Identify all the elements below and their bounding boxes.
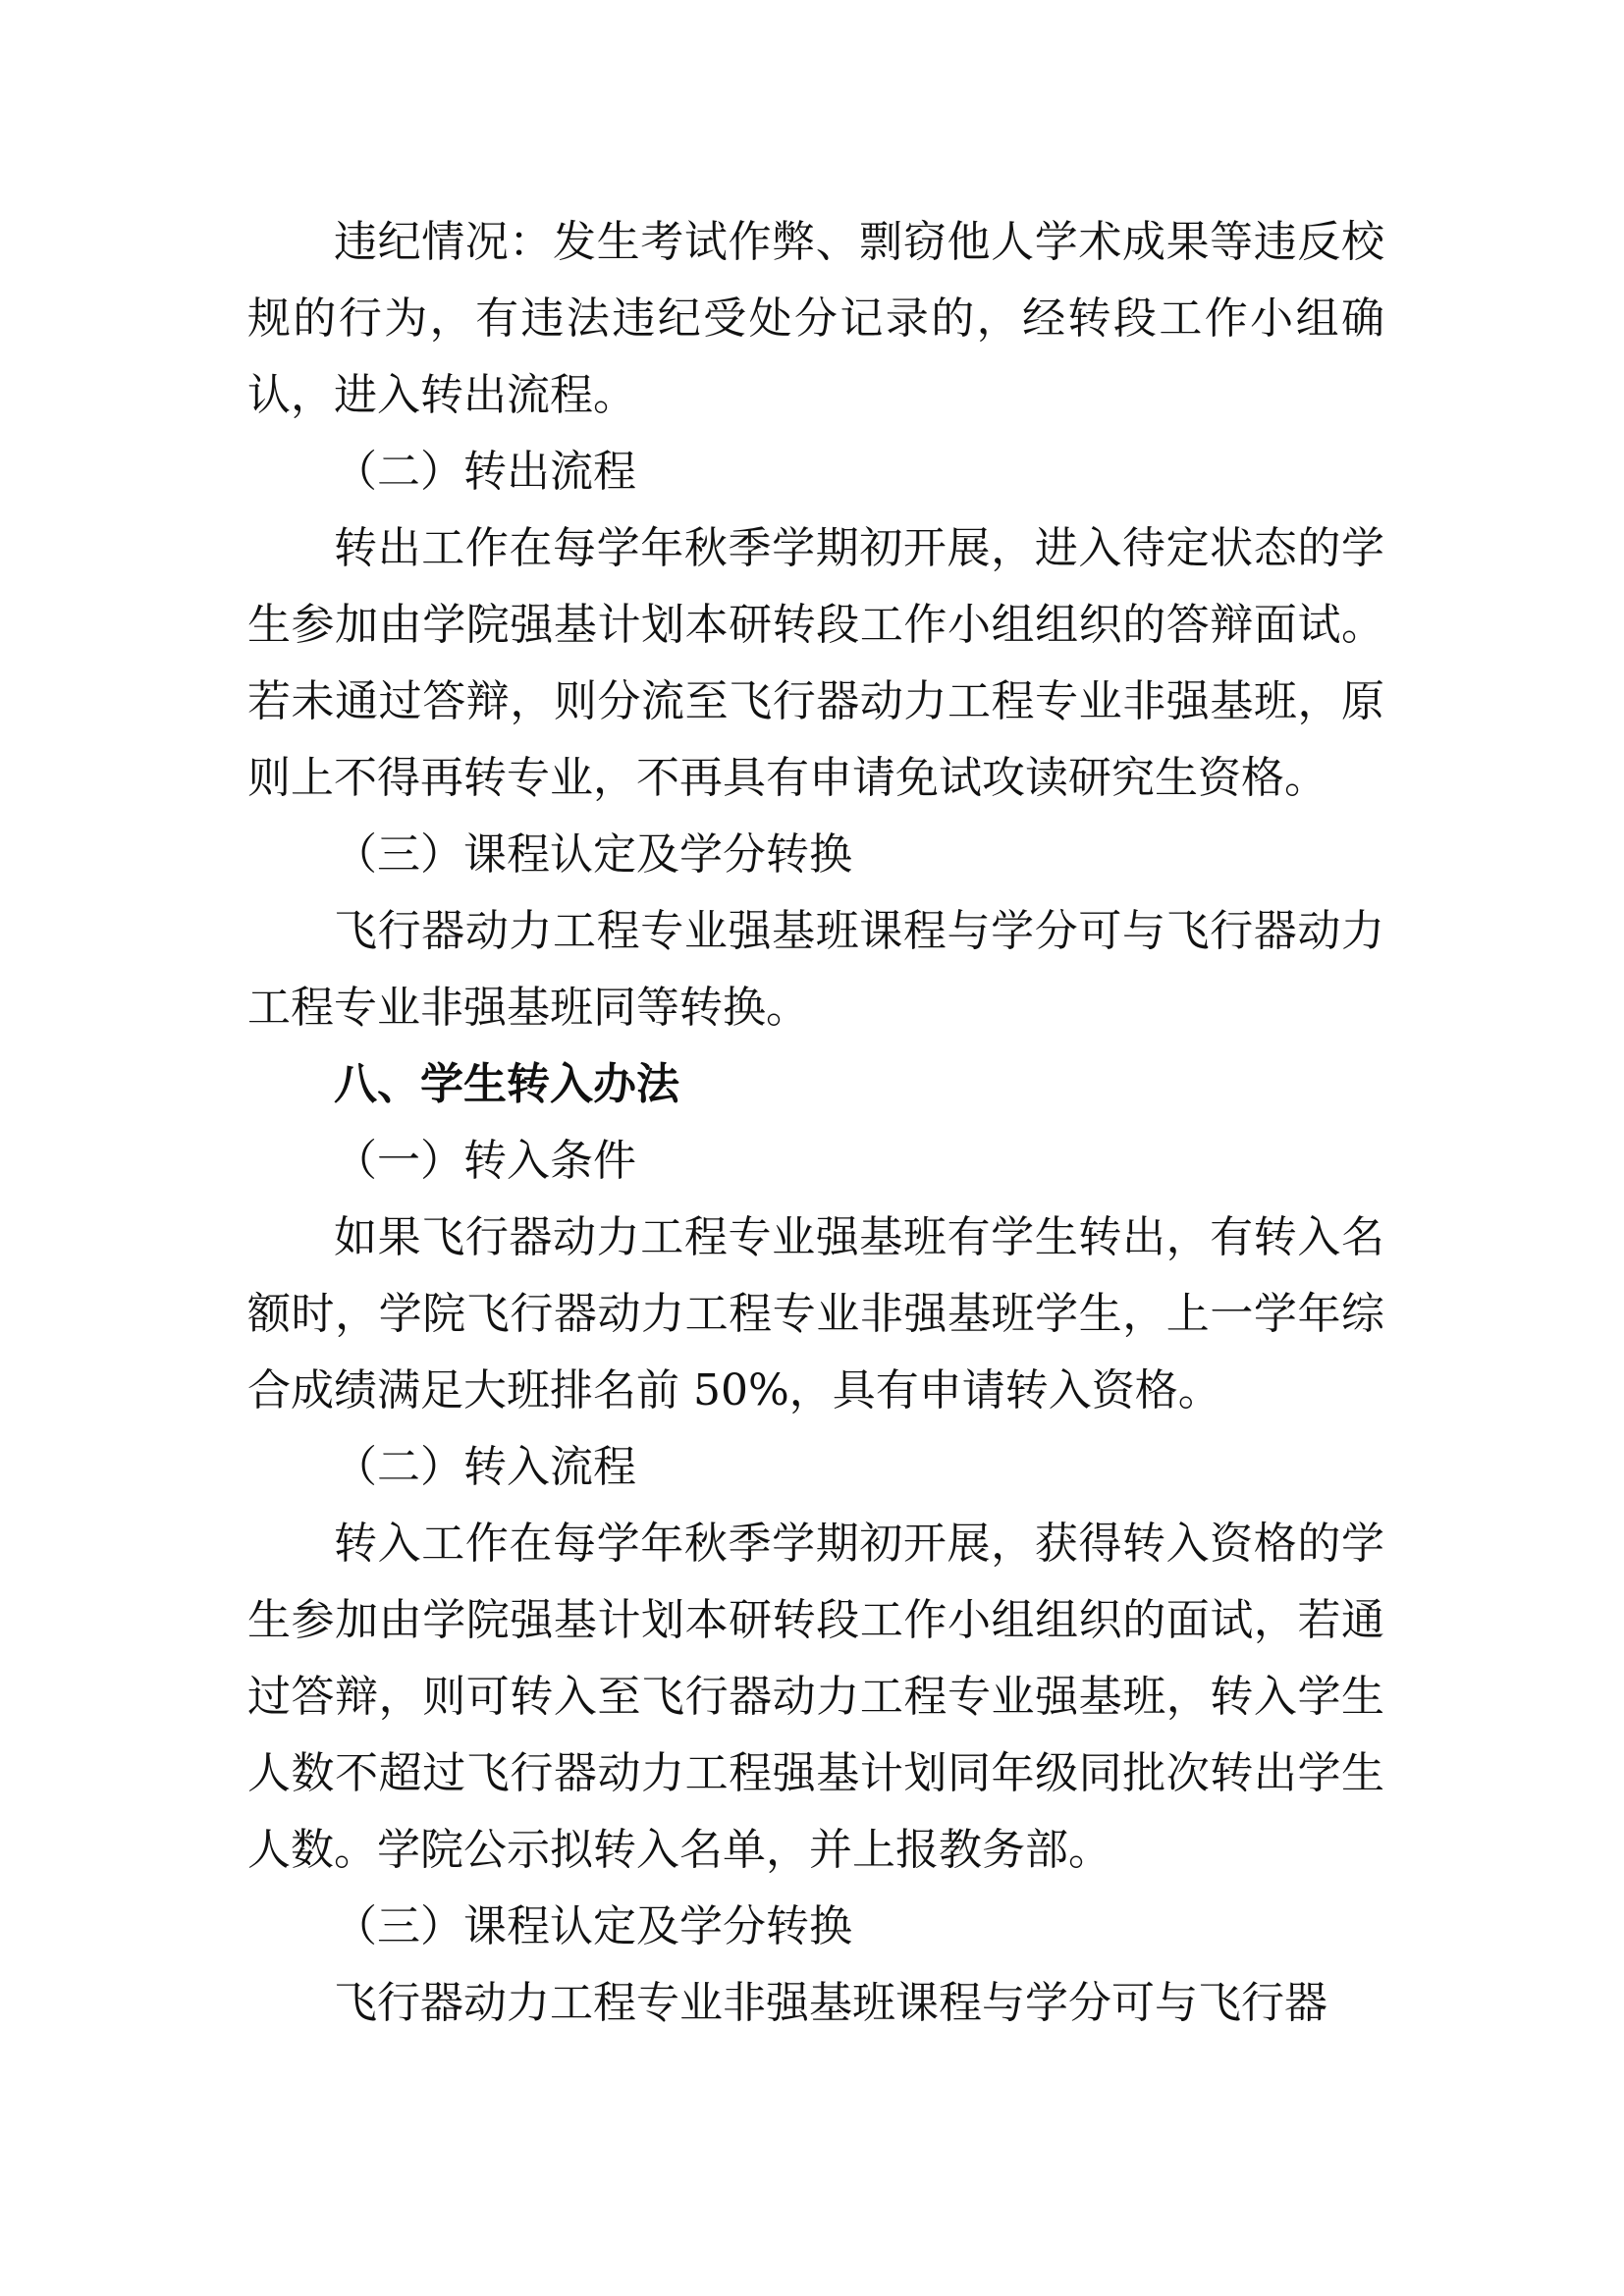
transfer-out-credit-heading: （三）课程认定及学分转换 [334,829,852,880]
transfer-in-process-heading: （二）转入流程 [334,1442,636,1492]
document-body [247,204,1384,2042]
transfer-in-process-paragraph: 转入工作在每学年秋季学期初开展，获得转入资格的学生参加由学院强基计划本研转段工作小组组织的面试，若通过答辩，则可转入至飞行器动力工程专业强基班，转入学生人数不超过飞行器动力工程强基计划同年级同批次转出学生人数。学院公示拟转入名单，并上报教务部。 [247,1519,1384,1875]
transfer-in-credit-heading: （三）课程认定及学分转换 [334,1901,852,1951]
transfer-in-credit-paragraph: 飞行器动力工程专业非强基班课程与学分可与飞行器 [334,1978,1327,2028]
transfer-out-process-paragraph: 转出工作在每学年秋季学期初开展，进入待定状态的学生参加由学院强基计划本研转段工作小组组织的答辩面试。若未通过答辩，则分流至飞行器动力工程专业非强基班，原则上不得再转专业，不再具有申请免试攻读研究生资格。 [247,523,1384,803]
transfer-out-process-heading: （二）转出流程 [334,447,636,497]
transfer-in-condition-paragraph: 如果飞行器动力工程专业强基班有学生转出，有转入名额时，学院飞行器动力工程专业非强基班学生，上一学年综合成绩满足大班排名前 50%，具有申请转入资格。 [247,1212,1384,1415]
transfer-out-credit-paragraph: 飞行器动力工程专业强基班课程与学分可与飞行器动力工程专业非强基班同等转换。 [247,906,1384,1033]
section-eight-heading: 八、学生转入办法 [334,1059,679,1109]
transfer-in-condition-heading: （一）转入条件 [334,1136,636,1186]
discipline-paragraph: 违纪情况：发生考试作弊、剽窃他人学术成果等违反校规的行为，有违法违纪受处分记录的，经转段工作小组确认，进入转出流程。 [247,217,1384,420]
